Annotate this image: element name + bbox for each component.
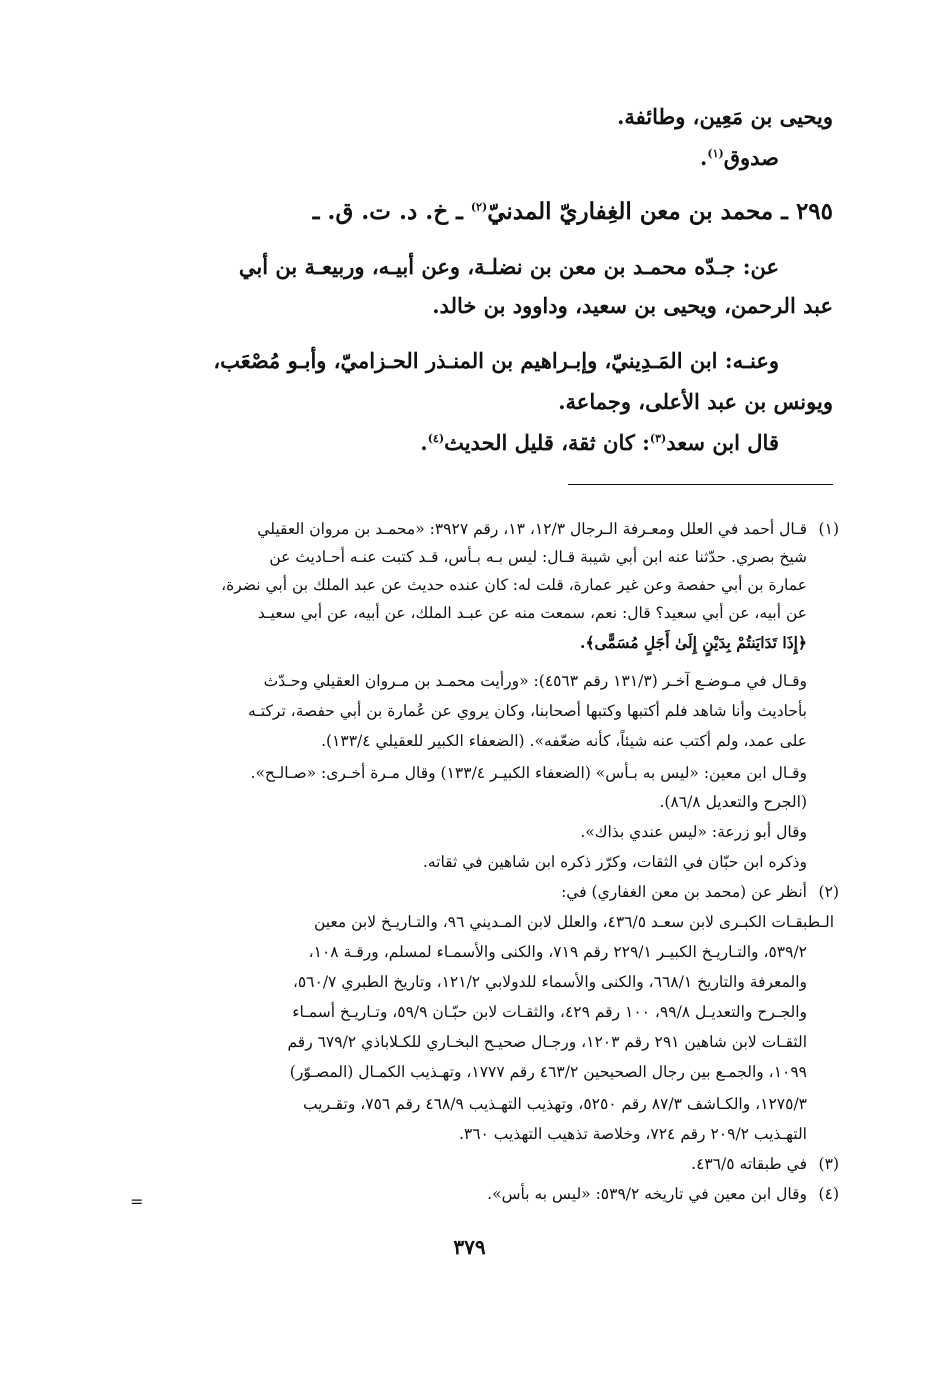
footnote-divider [568,484,833,485]
footnote-line: في طبقاته ٤٣٦/٥. [691,1155,807,1173]
footnote-quran-quote: ﴿إِذَا تَدَايَنتُمْ بِدَيْنٍ إِلَىٰ أَجَلٍ مُسَمًّى﴾. [580,633,807,652]
footnote-line: ١٠٩٩، والجمـع بين رجال الصحيحين ٤٦٣/٢ رقم ١٧٧٧، وتهـذيب الكمـال (المصـوّر) [289,1063,807,1081]
footnote-number: (٤) [818,1185,839,1203]
text-span: صدوق [723,145,779,170]
footnote-line: والمعرفة والتاريخ ٦٦٨/١، والكنى والأسماء للدولابي ١٢١/٢، وتاريخ الطبري ٥٦٠/٧، [292,973,807,991]
footnote-line: بأحاديث وأنا شاهد فلم أكتبها وكتبها أصحابنا، وكان يروي عن عُمارة بن أبي حفصة، تركتـه [247,702,807,720]
footnote-line: ١٢٧٥/٣، والكـاشف ٨٧/٣ رقم ٥٢٥٠، وتهذيب التهـذيب ٤٦٨/٩ رقم ٧٥٦، وتقـريب [303,1095,807,1113]
footnote-line: (الجرح والتعديل ٨٦/٨). [659,793,807,811]
footnote-line: على عمد، ولم أكتب عنه شيئاً، كأنه ضعّفه». (الضعفاء الكبير للعقيلي ١٣٣/٤). [321,732,807,750]
footnote-ref: (١) [707,147,724,160]
page-number: ٣٧٩ [453,1235,486,1259]
text-span: . [700,145,708,170]
footnote-line: شيخ بصري. حدّثنا عنه ابن أبي شيبة قـال: ليس بـه بـأس، قـد كتبت عنـه أحـاديث عن [269,548,807,566]
footnote-line: الثقـات لابن شاهين ٢٩١ رقم ١٢٠٣، ورجـال صحيـح البخـاري للكـلاباذي ٦٧٩/٢ رقم [287,1033,807,1051]
footnote-line: وقال ابن معين في تاريخه ٥٣٩/٢: «ليس به بأس». [487,1185,807,1203]
text-span: : كان ثقة، قليل الحديث [444,430,650,455]
footnote-line: أنظر عن (محمد بن معن الغفاري) في: [561,883,807,901]
footnote-line: ٥٣٩/٢، والتـاريـخ الكبيـر ٢٢٩/١ رقم ٧١٩، والكنى والأسمـاء لمسلم، ورقـة ١٠٨، [308,943,807,961]
footnote-ref: (٤) [427,432,445,445]
text-line [700,143,779,173]
heading-sigla: ـ خ. د. ت. ق. ـ [312,198,471,225]
text-line: ويونس بن عبد الأعلى، وجماعة. [558,389,833,414]
footnote-line: الـطبقـات الكبـرى لابن سعـد ٤٣٦/٥، والعلل لابن المـديني ٩٦، والتـاريـخ لابن معين [313,913,834,931]
footnote-line: وذكره ابن حبّان في الثقات، وكرّر ذكره ابن شاهين في ثقاته. [422,853,807,871]
text-line: عن: جـدّه محمـد بن معن بن نضلـة، وعن أبيـه، وربيعـة بن أبي [238,254,779,279]
entry-heading [313,197,833,227]
text-line: ويحيى بن مَعِين، وطائفة. [617,104,833,129]
footnote-number: (١) [818,520,839,538]
text-span: قال ابن سعد [666,430,779,455]
text-line: عبد الرحمن، ويحيى بن سعيد، وداوود بن خالد. [432,293,833,318]
footnote-line: والجـرح والتعديـل ٩٩/٨، ١٠٠ رقم ٤٢٩، والثقـات لابن حبّـان ٥٩/٩، وتـاريـخ أسمـاء [292,1003,807,1021]
text-line: وعنـه: ابن المَـدِينيّ، وإبـراهيم بن المنـذر الحـزاميّ، وأبـو مُصْعَب، [213,348,779,373]
footnote-number: (٣) [818,1155,839,1173]
continuation-mark: = [130,1192,144,1211]
footnote-line: وقال أبو زرعة: «ليس عندي بذاك». [580,823,807,841]
footnote-line: وقـال في مـوضـع آخـر (١٣١/٣ رقم ٤٥٦٣): «ورأيت محمـد بن مـروان العقيلي وحـدّث [263,672,807,690]
text-span: . [420,430,428,455]
footnote-line: وقـال ابن معين: «ليس به بـأس» (الضعفاء الكبيـر ١٣٣/٤) وقال مـرة أخـرى: «صـالـح». [250,764,807,782]
footnote-line: عمارة بن أبي حفصة وعن غير عمارة، قلت له: كان عنده حديث عن عبد الملك بن أبي نضرة، [221,576,807,594]
text-line [420,428,779,458]
footnote-line: التهـذيب ٢٠٩/٢ رقم ٧٢٤، وخلاصة تذهيب التهذيب ٣٦٠. [458,1125,807,1143]
footnote-line: عن أبيه، عن أبي سعيد؟ قال: نعم، سمعت منه عن عبـد الملك، عن أبيه، عن أبي سعيـد [257,604,807,622]
footnote-number: (٢) [818,883,839,901]
heading-text: ٢٩٥ ـ محمد بن معن الغِفاريّ المدنيّ [487,198,833,225]
footnote-ref: (٢) [470,200,488,214]
footnote-line: قـال أحمد في العلل ومعـرفة الـرجال ١٢/٣، ١٣، رقم ٣٩٢٧: «محمـد بن مروان العقيلي [257,520,807,538]
footnote-ref: (٣) [649,432,667,445]
